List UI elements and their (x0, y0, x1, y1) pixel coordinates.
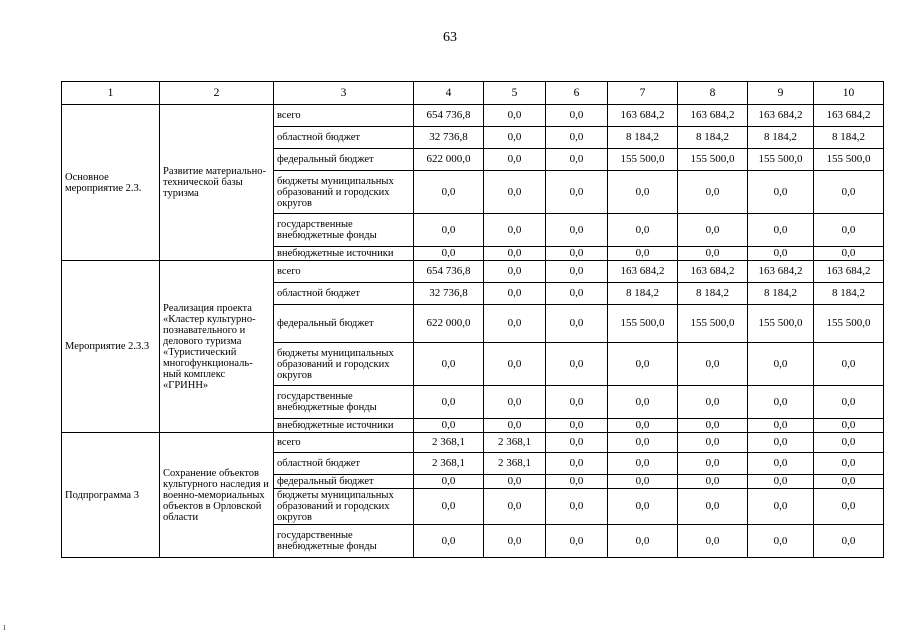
amount-cell: 0,0 (678, 475, 748, 489)
funding-source-cell: федеральный бюджет (274, 305, 414, 343)
funding-source-cell: государственные внебюджетные фонды (274, 525, 414, 558)
funding-source-cell: государственные внебюджетные фонды (274, 386, 414, 419)
amount-cell: 0,0 (608, 433, 678, 453)
amount-cell: 0,0 (748, 247, 814, 261)
amount-cell: 0,0 (484, 525, 546, 558)
amount-cell: 2 368,1 (484, 453, 546, 475)
amount-cell: 155 500,0 (678, 305, 748, 343)
amount-cell: 0,0 (814, 419, 884, 433)
amount-cell: 0,0 (546, 419, 608, 433)
amount-cell: 163 684,2 (608, 261, 678, 283)
amount-cell: 0,0 (484, 419, 546, 433)
amount-cell: 0,0 (484, 475, 546, 489)
amount-cell: 2 368,1 (414, 433, 484, 453)
amount-cell: 163 684,2 (748, 261, 814, 283)
amount-cell: 0,0 (546, 149, 608, 171)
amount-cell: 155 500,0 (608, 305, 678, 343)
amount-cell: 0,0 (814, 343, 884, 386)
amount-cell: 0,0 (546, 433, 608, 453)
amount-cell: 0,0 (546, 261, 608, 283)
amount-cell: 0,0 (608, 386, 678, 419)
amount-cell: 0,0 (414, 489, 484, 525)
amount-cell: 0,0 (484, 386, 546, 419)
column-header: 9 (748, 82, 814, 105)
amount-cell: 0,0 (484, 171, 546, 214)
budget-table (61, 81, 884, 558)
amount-cell: 0,0 (608, 343, 678, 386)
scan-mark: ı (3, 622, 6, 633)
amount-cell: 0,0 (748, 453, 814, 475)
amount-cell: 622 000,0 (414, 305, 484, 343)
amount-cell: 0,0 (814, 489, 884, 525)
funding-source-cell: бюджеты муниципальных образований и городских округов (274, 171, 414, 214)
funding-source-cell: федеральный бюджет (274, 475, 414, 489)
amount-cell: 0,0 (546, 214, 608, 247)
program-description-cell: Реализация проекта «Кластер культурно-познавательного и делового туризма «Туристический многофункциональ-ный комплекс «ГРИНН» (160, 261, 274, 433)
amount-cell: 8 184,2 (814, 283, 884, 305)
amount-cell: 0,0 (608, 525, 678, 558)
amount-cell: 0,0 (814, 453, 884, 475)
amount-cell: 0,0 (748, 419, 814, 433)
column-header: 5 (484, 82, 546, 105)
amount-cell: 0,0 (748, 433, 814, 453)
amount-cell: 32 736,8 (414, 283, 484, 305)
amount-cell: 155 500,0 (748, 149, 814, 171)
amount-cell: 155 500,0 (748, 305, 814, 343)
amount-cell: 0,0 (484, 127, 546, 149)
amount-cell: 0,0 (678, 386, 748, 419)
amount-cell: 0,0 (484, 105, 546, 127)
funding-source-cell: внебюджетные источники (274, 247, 414, 261)
amount-cell: 8 184,2 (814, 127, 884, 149)
amount-cell: 0,0 (484, 149, 546, 171)
table-body (62, 105, 884, 558)
amount-cell: 0,0 (484, 305, 546, 343)
column-header: 10 (814, 82, 884, 105)
amount-cell: 0,0 (748, 343, 814, 386)
funding-source-cell: бюджеты муниципальных образований и городских округов (274, 343, 414, 386)
amount-cell: 0,0 (748, 386, 814, 419)
table-row (62, 261, 884, 283)
amount-cell: 0,0 (678, 419, 748, 433)
amount-cell: 8 184,2 (748, 127, 814, 149)
amount-cell: 155 500,0 (608, 149, 678, 171)
amount-cell: 0,0 (814, 433, 884, 453)
amount-cell: 0,0 (546, 489, 608, 525)
amount-cell: 0,0 (546, 475, 608, 489)
amount-cell: 163 684,2 (678, 261, 748, 283)
amount-cell: 8 184,2 (748, 283, 814, 305)
amount-cell: 0,0 (484, 343, 546, 386)
amount-cell: 155 500,0 (678, 149, 748, 171)
column-header: 2 (160, 82, 274, 105)
amount-cell: 0,0 (608, 453, 678, 475)
amount-cell: 155 500,0 (814, 149, 884, 171)
amount-cell: 163 684,2 (814, 261, 884, 283)
amount-cell: 0,0 (414, 386, 484, 419)
column-header: 1 (62, 82, 160, 105)
amount-cell: 0,0 (608, 214, 678, 247)
amount-cell: 0,0 (546, 105, 608, 127)
amount-cell: 0,0 (546, 386, 608, 419)
amount-cell: 0,0 (546, 127, 608, 149)
amount-cell: 0,0 (608, 419, 678, 433)
amount-cell: 0,0 (546, 283, 608, 305)
amount-cell: 0,0 (414, 475, 484, 489)
amount-cell: 163 684,2 (748, 105, 814, 127)
amount-cell: 0,0 (414, 214, 484, 247)
amount-cell: 0,0 (484, 261, 546, 283)
funding-source-cell: внебюджетные источники (274, 419, 414, 433)
amount-cell: 0,0 (546, 305, 608, 343)
amount-cell: 0,0 (748, 525, 814, 558)
amount-cell: 0,0 (546, 343, 608, 386)
amount-cell: 0,0 (414, 525, 484, 558)
amount-cell: 0,0 (814, 525, 884, 558)
amount-cell: 0,0 (814, 214, 884, 247)
amount-cell: 163 684,2 (814, 105, 884, 127)
amount-cell: 654 736,8 (414, 105, 484, 127)
column-header: 4 (414, 82, 484, 105)
amount-cell: 0,0 (748, 214, 814, 247)
amount-cell: 2 368,1 (414, 453, 484, 475)
column-header: 3 (274, 82, 414, 105)
amount-cell: 0,0 (546, 247, 608, 261)
amount-cell: 0,0 (608, 489, 678, 525)
amount-cell: 0,0 (678, 214, 748, 247)
amount-cell: 8 184,2 (678, 127, 748, 149)
amount-cell: 0,0 (546, 525, 608, 558)
amount-cell: 0,0 (678, 171, 748, 214)
funding-source-cell: всего (274, 261, 414, 283)
program-description-cell: Сохранение объектов культурного наследия и военно-мемориальных объектов в Орловской области (160, 433, 274, 558)
amount-cell: 0,0 (678, 343, 748, 386)
amount-cell: 32 736,8 (414, 127, 484, 149)
funding-source-cell: областной бюджет (274, 127, 414, 149)
table-row (62, 105, 884, 127)
amount-cell: 0,0 (814, 475, 884, 489)
column-header: 7 (608, 82, 678, 105)
amount-cell: 0,0 (608, 171, 678, 214)
amount-cell: 0,0 (484, 247, 546, 261)
amount-cell: 0,0 (748, 489, 814, 525)
funding-source-cell: бюджеты муниципальных образований и городских округов (274, 489, 414, 525)
amount-cell: 0,0 (814, 247, 884, 261)
amount-cell: 2 368,1 (484, 433, 546, 453)
amount-cell: 0,0 (546, 453, 608, 475)
amount-cell: 0,0 (546, 171, 608, 214)
amount-cell: 0,0 (814, 386, 884, 419)
funding-source-cell: всего (274, 105, 414, 127)
amount-cell: 155 500,0 (814, 305, 884, 343)
program-description-cell: Развитие материально-технической базы туризма (160, 105, 274, 261)
amount-cell: 8 184,2 (608, 127, 678, 149)
amount-cell: 0,0 (678, 489, 748, 525)
amount-cell: 0,0 (678, 453, 748, 475)
amount-cell: 0,0 (748, 171, 814, 214)
amount-cell: 622 000,0 (414, 149, 484, 171)
amount-cell: 8 184,2 (678, 283, 748, 305)
amount-cell: 654 736,8 (414, 261, 484, 283)
program-name-cell: Подпрограмма 3 (62, 433, 160, 558)
amount-cell: 0,0 (678, 247, 748, 261)
amount-cell: 0,0 (608, 247, 678, 261)
amount-cell: 0,0 (748, 475, 814, 489)
program-name-cell: Основное мероприятие 2.3. (62, 105, 160, 261)
amount-cell: 0,0 (414, 343, 484, 386)
table-row (62, 433, 884, 453)
funding-source-cell: федеральный бюджет (274, 149, 414, 171)
page-number: 63 (443, 30, 457, 45)
amount-cell: 0,0 (814, 171, 884, 214)
program-name-cell: Мероприятие 2.3.3 (62, 261, 160, 433)
column-header: 6 (546, 82, 608, 105)
funding-source-cell: областной бюджет (274, 453, 414, 475)
amount-cell: 0,0 (678, 525, 748, 558)
amount-cell: 0,0 (414, 247, 484, 261)
amount-cell: 8 184,2 (608, 283, 678, 305)
amount-cell: 0,0 (608, 475, 678, 489)
column-header: 8 (678, 82, 748, 105)
amount-cell: 0,0 (484, 283, 546, 305)
funding-source-cell: государственные внебюджетные фонды (274, 214, 414, 247)
amount-cell: 0,0 (484, 489, 546, 525)
amount-cell: 163 684,2 (678, 105, 748, 127)
amount-cell: 0,0 (414, 171, 484, 214)
amount-cell: 0,0 (414, 419, 484, 433)
header-row (62, 82, 884, 105)
amount-cell: 0,0 (484, 214, 546, 247)
funding-source-cell: всего (274, 433, 414, 453)
funding-source-cell: областной бюджет (274, 283, 414, 305)
amount-cell: 0,0 (678, 433, 748, 453)
amount-cell: 163 684,2 (608, 105, 678, 127)
